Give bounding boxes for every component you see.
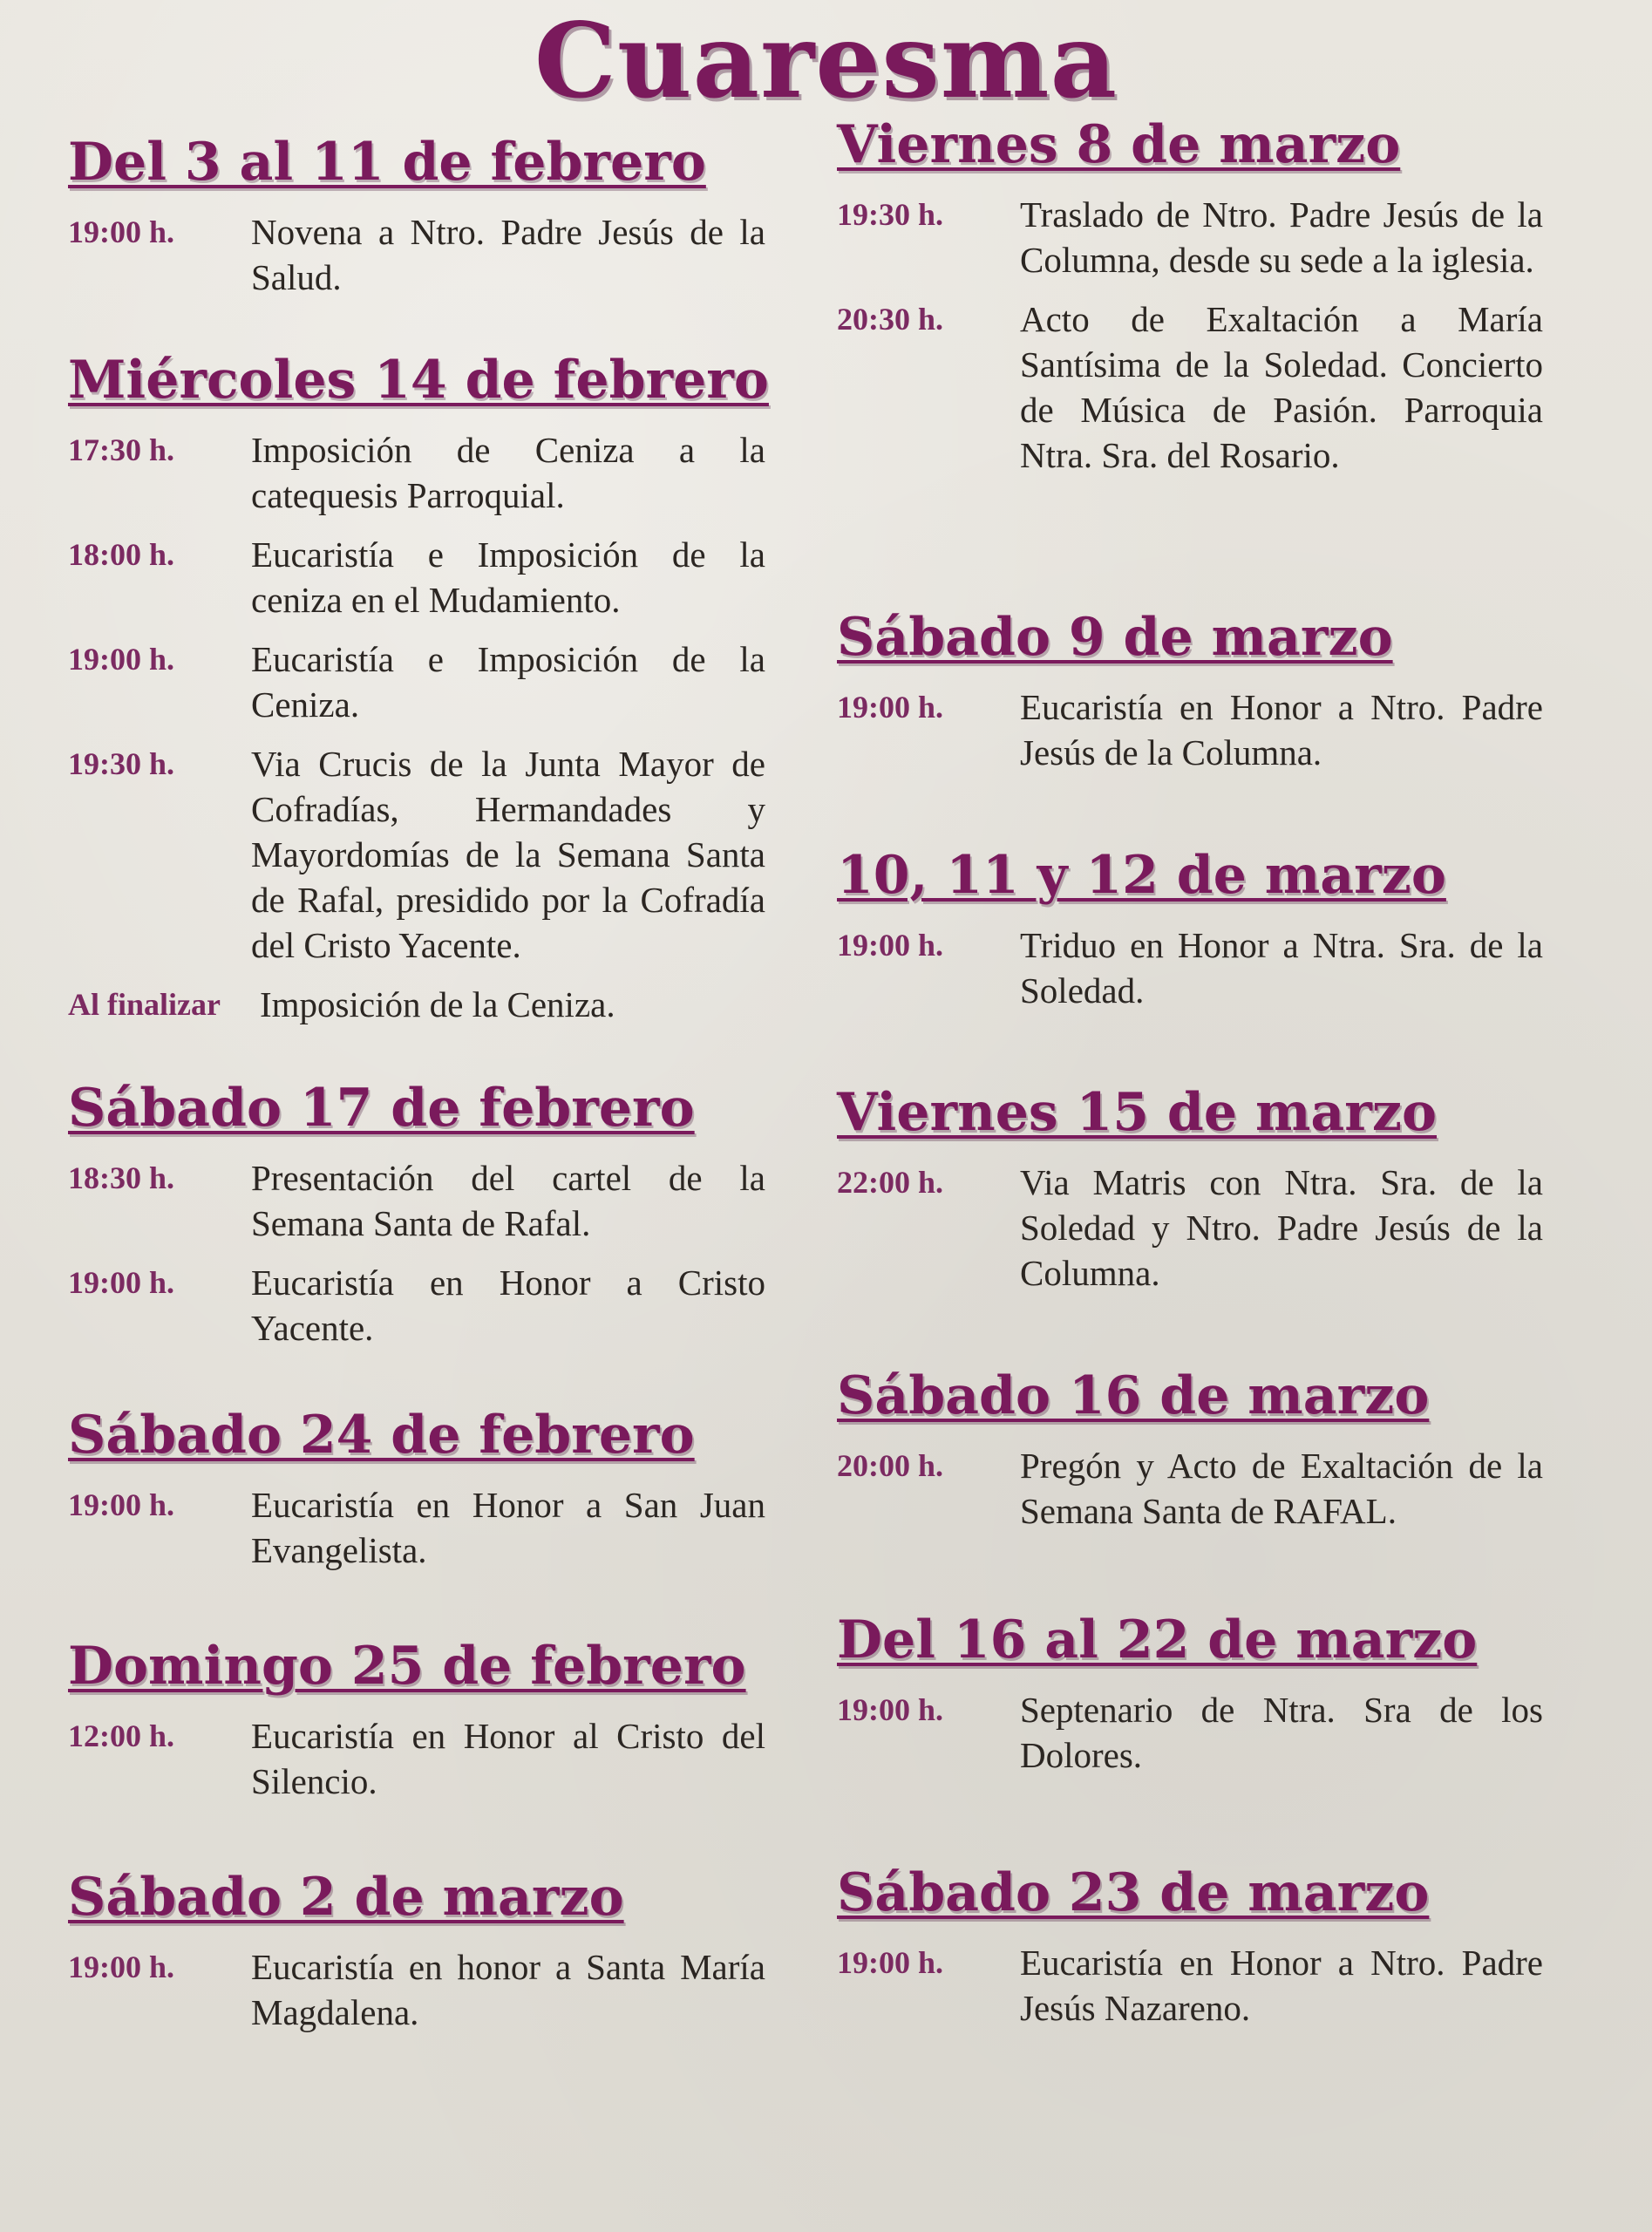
schedule-event: [837, 1160, 1543, 1296]
event-time: 20:30 h.: [837, 302, 944, 337]
schedule-event: [837, 296, 1543, 478]
event-description: Novena a Ntro. Padre Jesús de la Salud.: [251, 212, 765, 297]
schedule-event: [68, 1260, 765, 1351]
schedule-section: [837, 606, 1543, 789]
event-description: Presentación del cartel de la Semana Santa de Rafal.: [251, 1158, 765, 1243]
event-description: Imposición de Ceniza a la catequesis Parroquial.: [251, 430, 765, 515]
event-description: Acto de Exaltación a María Santísima de la Soledad. Concierto de Música de Pasión. Parroquia Ntra. Sra. del Rosario.: [1020, 299, 1543, 475]
schedule-event: [837, 684, 1543, 775]
event-description: Eucaristía en Honor a Ntro. Padre Jesús de la Columna.: [1020, 687, 1543, 772]
section-heading: Del 3 al 11 de febrero: [68, 132, 706, 193]
event-time: 20:00 h.: [837, 1448, 944, 1483]
schedule-event: [837, 1443, 1543, 1534]
event-description: Triduo en Honor a Ntra. Sra. de la Soledad.: [1020, 925, 1543, 1011]
event-description: Eucaristía en Honor a Cristo Yacente.: [251, 1262, 765, 1348]
schedule-event: [68, 427, 765, 518]
section-heading: Sábado 23 de marzo: [837, 1862, 1430, 1923]
event-time: 18:30 h.: [68, 1160, 175, 1195]
section-heading: Sábado 24 de febrero: [68, 1405, 695, 1466]
event-time: 19:30 h.: [68, 746, 175, 781]
event-time: 19:00 h.: [68, 1950, 175, 1984]
event-time: Al finalizar: [68, 987, 221, 1022]
schedule-section: [68, 1404, 765, 1587]
event-description: Eucaristía en Honor a Ntro. Padre Jesús Nazareno.: [1020, 1943, 1543, 2028]
event-description: Pregón y Acto de Exaltación de la Semana Santa de RAFAL.: [1020, 1446, 1543, 1531]
event-time: 19:00 h.: [68, 642, 175, 677]
section-heading: Sábado 9 de marzo: [837, 607, 1393, 668]
schedule-event: [837, 1940, 1543, 2031]
schedule-section: [837, 113, 1543, 492]
schedule-event: [68, 1944, 765, 2035]
event-description: Via Matris con Ntra. Sra. de la Soledad y Ntro. Padre Jesús de la Columna.: [1020, 1162, 1543, 1293]
section-heading: Viernes 15 de marzo: [837, 1082, 1438, 1143]
page-title: Cuaresma: [534, 0, 1118, 121]
section-heading: Del 16 al 22 de marzo: [837, 1609, 1478, 1671]
event-time: 12:00 h.: [68, 1718, 175, 1753]
schedule-section: [837, 1364, 1543, 1548]
schedule-section: [837, 1081, 1543, 1310]
schedule-event: [68, 209, 765, 300]
event-time: 19:00 h.: [68, 1265, 175, 1300]
schedule-section: [837, 1861, 1543, 2045]
schedule-section: [68, 1077, 765, 1364]
section-heading: 10, 11 y 12 de marzo: [837, 845, 1446, 906]
event-description: Imposición de la Ceniza.: [260, 984, 615, 1024]
section-heading: Sábado 2 de marzo: [68, 1867, 624, 1928]
schedule-section: [837, 844, 1543, 1027]
schedule-section: [68, 1866, 765, 2049]
event-time: 19:00 h.: [837, 928, 944, 963]
section-heading: Viernes 8 de marzo: [837, 114, 1401, 175]
event-time: 18:00 h.: [68, 537, 175, 572]
section-heading: Miércoles 14 de febrero: [68, 350, 769, 411]
schedule-event: [68, 982, 765, 1027]
event-time: 19:00 h.: [837, 690, 944, 725]
schedule-event: [68, 1713, 765, 1804]
event-description: Eucaristía en Honor a San Juan Evangelista.: [251, 1485, 765, 1570]
event-time: 22:00 h.: [837, 1165, 944, 1200]
schedule-section: [837, 1609, 1543, 1792]
event-description: Septenario de Ntra. Sra de los Dolores.: [1020, 1690, 1543, 1775]
schedule-event: [837, 192, 1543, 282]
schedule-event: [68, 741, 765, 968]
event-time: 19:00 h.: [68, 1487, 175, 1522]
section-heading: Domingo 25 de febrero: [68, 1636, 746, 1697]
schedule-section: [68, 1635, 765, 1818]
event-time: 19:00 h.: [837, 1692, 944, 1727]
schedule-event: [837, 1687, 1543, 1778]
event-description: Eucaristía e Imposición de la ceniza en el Mudamiento.: [251, 534, 765, 620]
schedule-event: [68, 1482, 765, 1573]
event-time: 19:30 h.: [837, 197, 944, 232]
section-heading: Sábado 17 de febrero: [68, 1078, 695, 1139]
schedule-event: [68, 1155, 765, 1246]
event-time: 17:30 h.: [68, 432, 175, 467]
event-description: Eucaristía en honor a Santa María Magdalena.: [251, 1947, 765, 2032]
event-description: Traslado de Ntro. Padre Jesús de la Columna, desde su sede a la iglesia.: [1020, 194, 1543, 280]
schedule-section: [68, 349, 769, 1041]
schedule-section: [68, 131, 765, 314]
event-time: 19:00 h.: [68, 214, 175, 249]
event-description: Eucaristía en Honor al Cristo del Silencio.: [251, 1716, 765, 1801]
event-description: Via Crucis de la Junta Mayor de Cofradías, Hermandades y Mayordomías de la Semana Santa de Rafal, presidido por la Cofradía del Cristo Yacente.: [251, 744, 765, 965]
schedule-event: [837, 922, 1543, 1013]
section-heading: Sábado 16 de marzo: [837, 1365, 1430, 1426]
schedule-event: [68, 532, 765, 623]
event-time: 19:00 h.: [837, 1945, 944, 1980]
schedule-event: [68, 636, 765, 727]
event-description: Eucaristía e Imposición de la Ceniza.: [251, 639, 765, 725]
